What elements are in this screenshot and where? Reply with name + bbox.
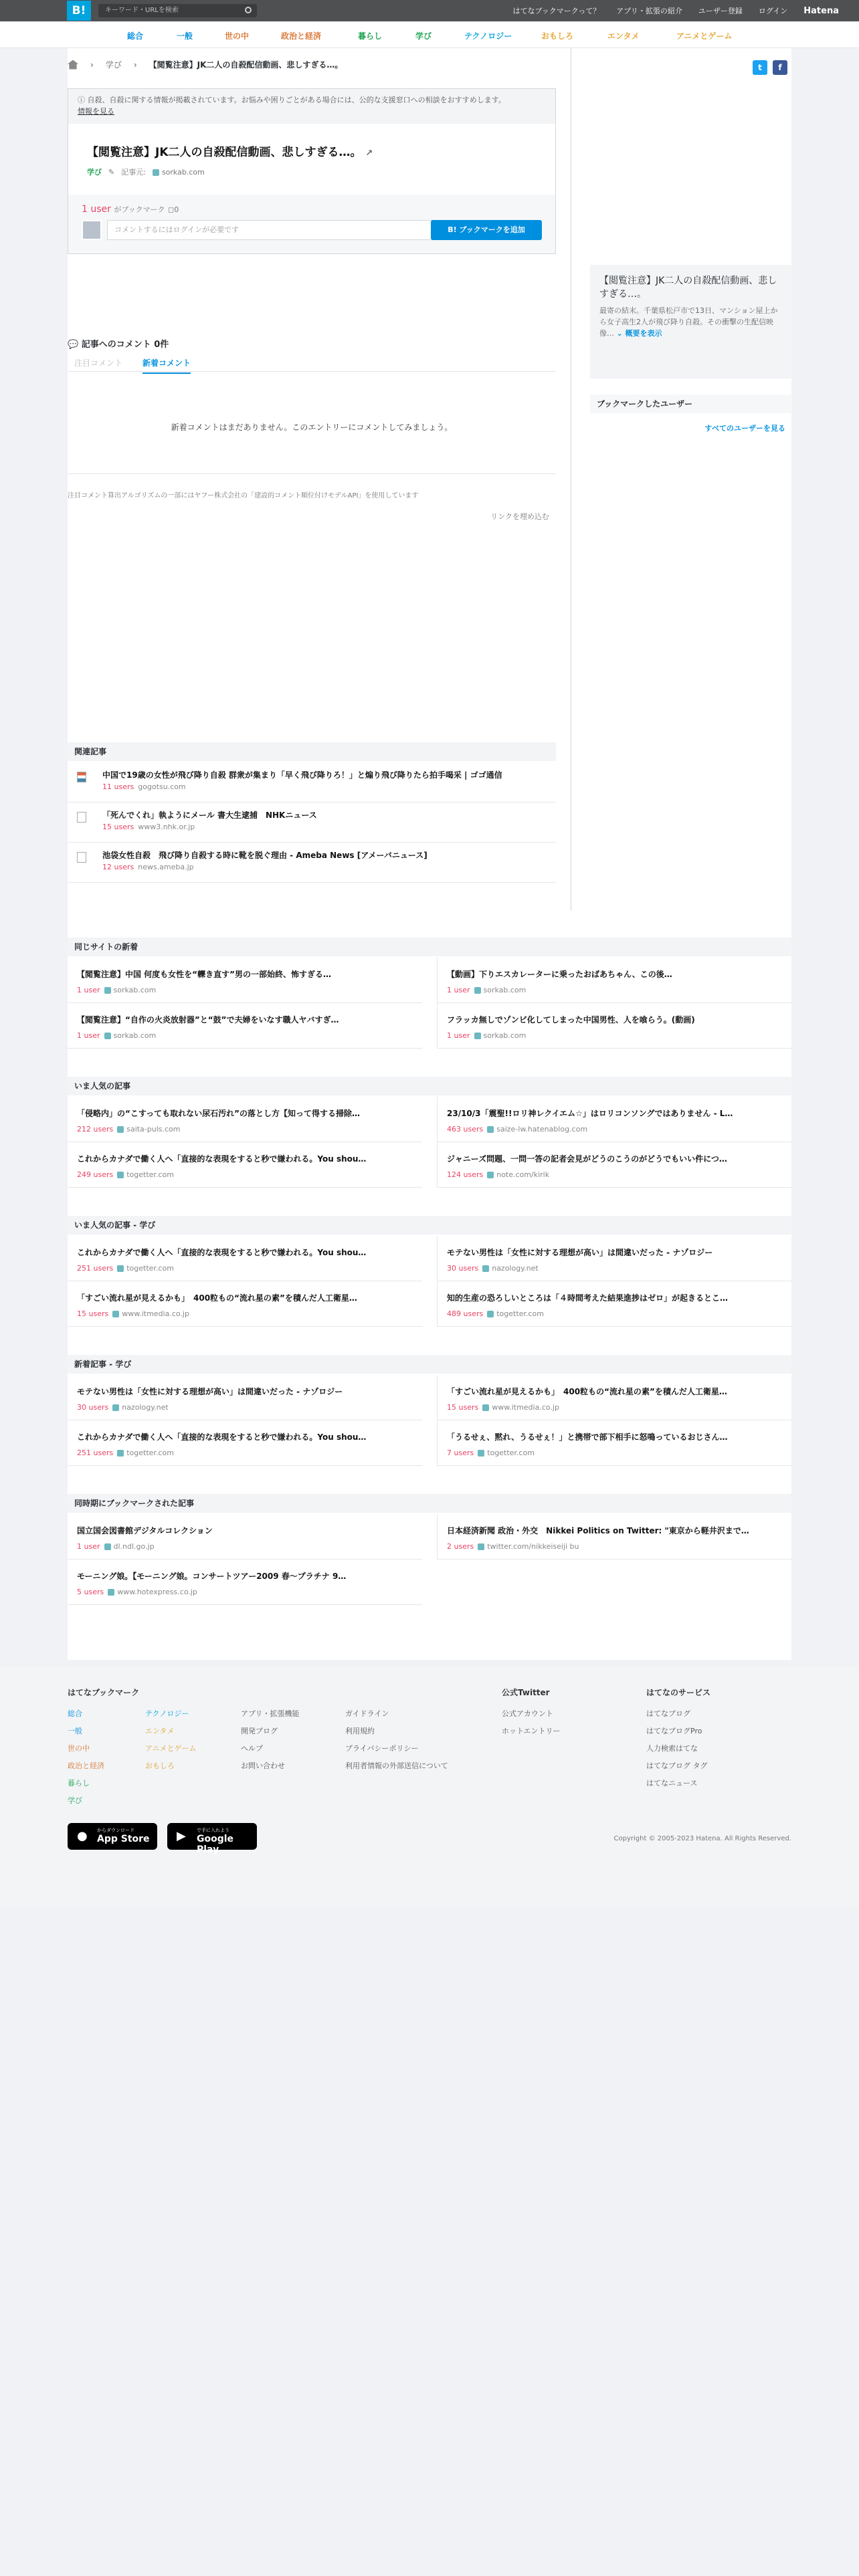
entry-card[interactable] [437, 1142, 791, 1188]
comment-count: 0 [174, 205, 179, 214]
entry-card-meta [77, 1542, 155, 1551]
entry-card-meta [77, 1031, 156, 1040]
info-icon: ⓘ [78, 96, 88, 104]
entry-card-title[interactable]: モテない男性は「女性に対する理想が高い」は間違いだった - ナゾロジー [447, 1248, 713, 1257]
related-item[interactable] [68, 762, 556, 802]
pencil-icon[interactable]: ✎ [108, 167, 115, 177]
entry-category[interactable]: 学び [87, 168, 102, 177]
footer-link[interactable]: 学び [68, 1796, 82, 1805]
entry-card-title[interactable]: これからカナダで働く人へ「直接的な表現をすると秒で嫌われる。You shou… [77, 1248, 367, 1257]
bookmark-users-heading: ブックマークしたユーザー [590, 395, 792, 413]
site-favicon-icon [117, 1265, 124, 1272]
site-favicon-icon [104, 1033, 111, 1039]
bookmark-users-count[interactable]: 212 users [77, 1125, 114, 1134]
bookmark-count[interactable]: 1 user がブックマーク ◻0 [82, 204, 179, 215]
signup-link[interactable]: ユーザー登録 [698, 7, 743, 15]
category-5[interactable]: 学び [415, 31, 432, 41]
site-favicon-icon [104, 1543, 111, 1550]
entry-card-title[interactable]: 「すごい流れ星が見えるかも」 400粒もの“流れ星の素”を積んだ人工衛星… [77, 1293, 357, 1303]
entry-card-meta [77, 1264, 174, 1273]
bookmark-users-count[interactable]: 30 users [447, 1264, 479, 1273]
comment-icon: ◻ [168, 205, 175, 214]
bookmark-users-count[interactable]: 489 users [447, 1309, 484, 1318]
comment-tabs [68, 356, 556, 372]
top-bar [0, 0, 859, 21]
footer-services-heading: はてなのサービス [646, 1688, 711, 1697]
entry-card-meta [447, 1542, 579, 1551]
bookmark-users-count[interactable]: 249 users [77, 1170, 114, 1179]
footer-link[interactable]: アニメとゲーム [145, 1744, 197, 1753]
apps-link[interactable]: アプリ・拡張の紹介 [616, 7, 682, 15]
about-link[interactable]: はてなブックマークって？ [512, 7, 601, 15]
entry-card-title[interactable]: 23/10/3「震聖!!ロリ神レクイエム☆」はロリコンソングではありません - L… [447, 1109, 733, 1118]
bookmark-users-count[interactable]: 1 user [77, 986, 100, 994]
footer-link[interactable]: プライバシーポリシー [345, 1744, 419, 1753]
avatar [82, 220, 102, 240]
category-3[interactable]: 政治と経済 [281, 31, 322, 41]
bookmark-users-count[interactable]: 463 users [447, 1125, 484, 1134]
entry-card[interactable] [68, 1375, 422, 1420]
entry-card-title[interactable]: 【閲覧注意】中国 何度も女性を“轢き直す”男の一部始終、怖すぎる… [77, 970, 331, 979]
site-favicon-icon [487, 1311, 494, 1317]
entry-card[interactable] [68, 958, 422, 1003]
chevron-right-icon: › [133, 60, 137, 70]
entry-site[interactable]: sorkab.com [153, 168, 205, 177]
site-domain[interactable]: saita-puls.com [126, 1125, 181, 1134]
entry-card[interactable] [68, 1236, 422, 1281]
entry-card-meta [447, 986, 526, 994]
category-0[interactable]: 総合 [127, 31, 144, 41]
footer-link[interactable]: アプリ・拡張機能 [241, 1709, 300, 1718]
footer [0, 1667, 859, 1907]
bookmark-users-count[interactable]: 1 user [447, 986, 470, 994]
section-heading: 同じサイトの新着 [68, 938, 791, 956]
footer-link[interactable]: お問い合わせ [241, 1761, 285, 1770]
category-nav [0, 21, 859, 48]
entry-meta [87, 167, 205, 177]
category-8[interactable]: エンタメ [607, 31, 640, 41]
site-favicon-icon [487, 1126, 494, 1133]
site-domain[interactable]: togetter.com [496, 1309, 544, 1318]
entry-card-meta [447, 1170, 549, 1179]
app-store-button[interactable]: ● からダウンロード App Store [68, 1823, 157, 1850]
site-favicon-icon [153, 169, 159, 176]
site-favicon-icon [112, 1311, 119, 1317]
bookmark-users-count[interactable]: 30 users [77, 1403, 109, 1412]
entry-card[interactable] [68, 1142, 422, 1188]
entry-card-meta [447, 1264, 539, 1273]
footer-link[interactable]: ヘルプ [241, 1744, 263, 1753]
footer-link[interactable]: テクノロジー [145, 1709, 189, 1718]
entry-card-meta [447, 1031, 526, 1040]
footer-service-link[interactable]: はてなブログ [646, 1709, 690, 1718]
description-text: 最寄の結末。千葉県松戸市で13日、マンション屋上から女子高生2人が飛び降り自殺。その衝撃の生配信映像… [599, 306, 778, 338]
bookmark-users-count[interactable]: 15 users [77, 1309, 109, 1318]
entry-card-title[interactable]: 【閲覧注意】“自作の火炎放射器”と“鼓”で夫婦をいなす職人ヤバすぎ… [77, 1015, 339, 1025]
entry-card[interactable] [68, 1420, 422, 1466]
document-icon [77, 852, 86, 863]
footer-twitter-link[interactable]: ホットエントリー [502, 1727, 561, 1735]
bookmark-band [68, 195, 555, 253]
divider [68, 473, 556, 474]
bookmark-users-count[interactable]: 1 user [77, 1542, 100, 1551]
footer-link[interactable]: おもしろ [145, 1761, 175, 1770]
entry-title[interactable]: 【閲覧注意】JK二人の自殺配信動画、悲しすぎる…。 ↗ [87, 146, 373, 159]
site-favicon-icon [482, 1265, 489, 1272]
related-heading: 関連記事 [68, 742, 556, 761]
bookmark-users-count[interactable]: 1 user [447, 1031, 470, 1040]
entry-card-meta [77, 986, 156, 994]
site-favicon-icon [117, 1172, 124, 1178]
login-link[interactable]: ログイン [758, 7, 788, 15]
entry-card-title[interactable]: 知的生産の恐ろしいところは「４時間考えた結果進捗はゼロ」が起きるとこ… [447, 1293, 729, 1303]
entry-card[interactable] [437, 1281, 791, 1327]
description-title: 【閲覧注意】JK二人の自殺配信動画、悲しすぎる…。 [599, 276, 777, 300]
bookmark-users-count[interactable]: 11 users [102, 782, 134, 791]
entry-card[interactable] [68, 1560, 422, 1605]
entry-card-title[interactable]: モテない男性は「女性に対する理想が高い」は間違いだった - ナゾロジー [77, 1387, 343, 1396]
entry-card[interactable] [437, 1236, 791, 1281]
footer-link[interactable]: 利用規約 [345, 1727, 375, 1735]
entry-card-title[interactable]: ジャニーズ問題、一問一答の記者会見がどうのこうのがどうでもいい件につ… [447, 1154, 727, 1164]
source-label: 記事元: [121, 168, 146, 177]
footer-link[interactable]: エンタメ [145, 1727, 175, 1735]
comment-icon: 💬 [68, 340, 79, 350]
category-4[interactable]: 暮らし [358, 31, 383, 41]
bookmark-users-count[interactable]: 5 users [77, 1588, 104, 1596]
document-icon [77, 772, 86, 782]
entry-card-meta [447, 1309, 544, 1318]
search-input[interactable]: キーワード・URLを検索 [98, 4, 257, 17]
site-domain[interactable]: gogotsu.com [138, 782, 186, 791]
entry-card-meta [447, 1448, 535, 1457]
site-favicon-icon [117, 1126, 124, 1133]
site-favicon-icon [474, 987, 481, 994]
entry-card-title[interactable]: これからカナダで働く人へ「直接的な表現をすると秒で嫌われる。You shou… [77, 1154, 367, 1164]
category-7[interactable]: おもしろ [541, 31, 574, 41]
entry-card-meta [77, 1588, 197, 1596]
entry-card[interactable] [437, 1003, 791, 1049]
footer-link[interactable]: 暮らし [68, 1779, 90, 1788]
show-summary-link[interactable]: ⌄ 概要を表示 [616, 329, 662, 338]
entry-card[interactable] [68, 1281, 422, 1327]
site-favicon-icon [104, 987, 111, 994]
site-domain[interactable]: nazology.net [122, 1403, 169, 1412]
site-domain[interactable]: www.itmedia.co.jp [492, 1403, 559, 1412]
main-panel [68, 48, 791, 911]
entry-card[interactable] [68, 1003, 422, 1049]
section-heading: 同時期にブックマークされた記事 [68, 1494, 791, 1513]
related-title[interactable]: 「死んでくれ」執ようにメール 書大生逮捕 NHKニュース [102, 811, 317, 820]
site-domain[interactable]: nazology.net [492, 1264, 539, 1273]
site-domain[interactable]: www3.nhk.or.jp [138, 823, 195, 831]
site-favicon-icon [108, 1589, 114, 1596]
apple-icon: ● [77, 1829, 88, 1843]
site-favicon-icon [482, 1404, 489, 1411]
site-domain[interactable]: sorkab.com [483, 1031, 527, 1040]
related-meta [102, 823, 195, 831]
breadcrumb [68, 59, 343, 70]
add-bookmark-button[interactable]: B! ブックマークを追加 [431, 220, 542, 240]
bookmark-users-count[interactable]: 15 users [447, 1403, 479, 1412]
lower-sections [68, 911, 791, 1660]
site-favicon-icon [478, 1450, 484, 1457]
entry-card[interactable] [437, 1097, 791, 1142]
hatena-bookmark-logo[interactable]: B! [67, 1, 91, 21]
entry-card-title[interactable]: これからカナダで働く人へ「直接的な表現をすると秒で嫌われる。You shou… [77, 1432, 367, 1442]
bookmark-users-count[interactable]: 251 users [77, 1264, 114, 1273]
bookmark-users-count[interactable]: 7 users [447, 1448, 474, 1457]
category-6[interactable]: テクノロジー [464, 31, 512, 41]
footer-link[interactable]: 政治と経済 [68, 1761, 104, 1770]
entry-card-meta [77, 1403, 169, 1412]
site-domain[interactable]: togetter.com [126, 1264, 174, 1273]
footer-service-link[interactable]: 人力検索はてな [646, 1744, 698, 1753]
bookmark-users-count[interactable]: 251 users [77, 1448, 114, 1457]
breadcrumb-current: 【閲覧注意】JK二人の自殺配信動画、悲しすぎる…。 [149, 60, 343, 70]
entry-card-meta [447, 1125, 587, 1134]
related-meta [102, 782, 186, 791]
entry-card[interactable] [68, 1097, 422, 1142]
entry-card-title[interactable]: フラッカ無しでゾンビ化してしまった中国男性、人を喰らう。(動画) [447, 1015, 695, 1025]
bookmark-users-count[interactable]: 15 users [102, 823, 134, 831]
facebook-share-icon[interactable]: f [773, 60, 787, 75]
entry-card-title[interactable]: 国立国会図書館デジタルコレクション [77, 1526, 213, 1535]
tab-featured-comments[interactable]: 注目コメント [74, 358, 123, 368]
suicide-notice: ⓘ 自殺、自殺に関する情報が掲載されています。お悩みや困りごとがある場合には、公的な支援窓口への相談をおすすめします。 情報を見る [68, 89, 555, 124]
entry-card-title[interactable]: モーニング娘。【モーニング娘。コンサートツアー2009 春〜プラチナ 9… [77, 1572, 347, 1581]
entry-card-title[interactable]: 【動画】下りエスカレーターに乗ったおばあちゃん、この後… [447, 970, 672, 979]
bookmark-users-count[interactable]: 124 users [447, 1170, 484, 1179]
site-favicon-icon [487, 1172, 494, 1178]
footer-service-link[interactable]: はてなブログPro [646, 1727, 702, 1735]
footer-twitter-link[interactable]: 公式アカウント [502, 1709, 553, 1718]
site-domain[interactable]: note.com/kirik [496, 1170, 550, 1179]
footer-twitter-heading: 公式Twitter [502, 1688, 550, 1697]
entry-card-title[interactable]: 「侵略内」の“こすっても取れない尿石汚れ”の落とし方【知って得する掃除… [77, 1109, 361, 1118]
site-domain[interactable]: togetter.com [487, 1448, 535, 1457]
footer-link[interactable]: 開発ブログ [241, 1727, 278, 1735]
copyright: Copyright © 2005-2023 Hatena. All Rights Reserved. [613, 1835, 791, 1842]
entry-card-meta [77, 1125, 181, 1134]
site-favicon-icon [474, 1033, 481, 1039]
tab-new-comments[interactable]: 新着コメント [142, 357, 191, 374]
entry-card-title[interactable]: 「すごい流れ星が見えるかも」 400粒もの“流れ星の素”を積んだ人工衛星… [447, 1387, 727, 1396]
category-2[interactable]: 世の中 [225, 31, 250, 41]
footer-link[interactable]: 世の中 [68, 1744, 90, 1753]
embed-link[interactable]: リンクを埋め込む [490, 512, 549, 521]
site-domain[interactable]: www.itmedia.co.jp [122, 1309, 189, 1318]
footer-link[interactable]: 総合 [68, 1709, 82, 1718]
bookmark-users-count[interactable]: 1 user [77, 1031, 100, 1040]
site-domain[interactable]: sorkab.com [113, 1031, 157, 1040]
algorithm-note: 注目コメント算出アルゴリズムの一部にはヤフー株式会社の「建設的コメント順位付けモデルAPI」を使用しています [68, 492, 419, 500]
bookmark-users-count[interactable]: 12 users [102, 863, 134, 871]
footer-link[interactable]: ガイドライン [345, 1709, 389, 1718]
entry-card-meta [447, 1403, 559, 1412]
document-icon [77, 812, 86, 823]
site-domain[interactable]: togetter.com [126, 1448, 174, 1457]
entry-card[interactable] [437, 1375, 791, 1420]
no-comments-message: 新着コメントはまだありません。このエントリーにコメントしてみましょう。 [171, 423, 453, 432]
footer-service-link[interactable]: はてなニュース [646, 1779, 698, 1788]
google-play-icon: ▶ [177, 1829, 186, 1843]
entry-card[interactable] [437, 1514, 791, 1560]
hatena-logo[interactable]: Hatena [803, 5, 839, 16]
related-item[interactable] [68, 802, 556, 843]
site-domain[interactable]: twitter.com/nikkeiseiji bu [487, 1542, 579, 1551]
chevron-right-icon: › [90, 60, 94, 70]
entry-card[interactable] [68, 1514, 422, 1560]
footer-brand: はてなブックマーク [68, 1688, 140, 1697]
site-domain[interactable]: www.hotexpress.co.jp [117, 1588, 197, 1596]
home-icon[interactable] [68, 60, 78, 70]
footer-service-link[interactable]: はてなブログ タグ [646, 1761, 708, 1770]
category-1[interactable]: 一般 [177, 31, 193, 41]
entry-card-title[interactable]: 日本経済新聞 政治・外交 Nikkei Politics on Twitter: "東京から軽井沢まで… [447, 1526, 749, 1535]
entry-card-meta [77, 1309, 189, 1318]
section-heading: 新着記事 - 学び [68, 1355, 791, 1374]
entry-card-meta [77, 1448, 174, 1457]
footer-link[interactable]: 利用者情報の外部送信について [345, 1761, 448, 1770]
breadcrumb-category[interactable]: 学び [105, 60, 122, 70]
comments-heading: 💬 記事へのコメント 0件 [68, 340, 169, 350]
related-meta [102, 863, 194, 871]
entry-card-meta [77, 1170, 174, 1179]
all-users-link[interactable]: すべてのユーザーを見る [704, 424, 785, 433]
sidebar [571, 48, 791, 911]
site-domain[interactable]: dl.ndl.go.jp [113, 1542, 155, 1551]
entry-description [590, 265, 792, 379]
notice-link[interactable]: 情報を見る [78, 107, 114, 116]
site-domain[interactable]: sorkab.com [113, 986, 157, 994]
entry-box [68, 88, 556, 254]
site-domain[interactable]: saize-lw.hatenablog.com [496, 1125, 588, 1134]
site-domain[interactable]: togetter.com [126, 1170, 174, 1179]
section-heading: いま人気の記事 - 学び [68, 1216, 791, 1235]
related-title[interactable]: 中国で19歳の女性が飛び降り自殺 群衆が集まり「早く飛び降りろ！」と煽り飛び降りたら拍手喝采 | ゴゴ通信 [102, 770, 502, 780]
external-link-icon[interactable]: ↗ [365, 148, 373, 158]
bookmark-users-count[interactable]: 2 users [447, 1542, 474, 1551]
site-favicon-icon [478, 1543, 484, 1550]
google-play-button[interactable]: ▶ で手に入れよう Google Play [167, 1823, 257, 1850]
site-domain[interactable]: sorkab.com [483, 986, 527, 994]
site-domain[interactable]: news.ameba.jp [138, 863, 194, 871]
twitter-share-icon[interactable]: t [753, 60, 767, 75]
entry-card[interactable] [437, 958, 791, 1003]
category-9[interactable]: アニメとゲーム [676, 31, 733, 41]
related-title[interactable]: 池袋女性自殺 飛び降り自殺する時に靴を脱ぐ理由 - Ameba News [アメーバニュース] [102, 851, 427, 860]
related-item[interactable] [68, 843, 556, 883]
comment-input[interactable]: コメントするにはログインが必要です [107, 220, 454, 240]
site-favicon-icon [117, 1450, 124, 1457]
search-icon[interactable] [245, 7, 252, 13]
section-heading: いま人気の記事 [68, 1077, 791, 1095]
site-favicon-icon [112, 1404, 119, 1411]
entry-card[interactable] [437, 1420, 791, 1466]
footer-link[interactable]: 一般 [68, 1727, 82, 1735]
entry-card-title[interactable]: 「うるせぇ、黙れ、うるせぇ！」と携帯で部下相手に怒鳴っているおじさん… [447, 1432, 728, 1442]
